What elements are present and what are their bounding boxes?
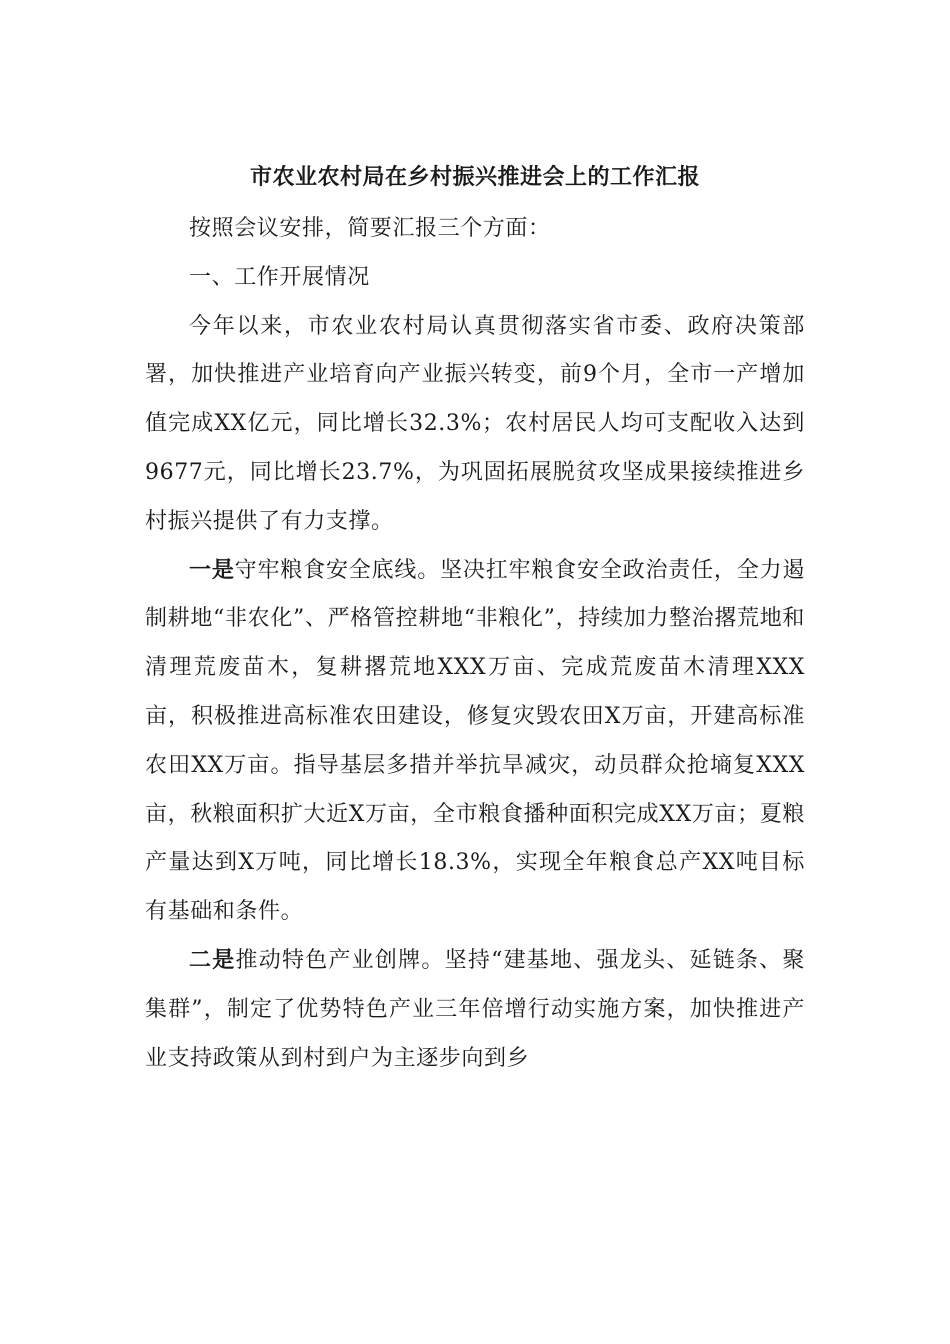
paragraph-lead: 二是 [189, 947, 236, 973]
section-heading-1 [145, 254, 805, 303]
paragraph-lead: 一是 [189, 557, 235, 583]
paragraph-point-1 [145, 547, 805, 937]
paragraph-intro [145, 205, 805, 254]
paragraph-text: 推动特色产业创牌。坚持“建基地、强龙头、延链条、聚集群”，制定了优势特色产业三年倍增行动实施方案，加快推进产业支持政策从到村到户为主逐步向到乡 [145, 947, 806, 1071]
paragraph-text: 今年以来，市农业农村局认真贯彻落实省市委、政府决策部署，加快推进产业培育向产业振兴转变，前9个月，全市一产增加值完成XX亿元，同比增长32.3%；农村居民人均可支配收入达到9677元，同比增长23.7%，为巩固拓展脱贫攻坚成果接续推进乡村振兴提供了有力支撑。 [145, 313, 805, 534]
paragraph-overview [145, 303, 805, 547]
document-title: 市农业农村局在乡村振兴推进会上的工作汇报 [249, 165, 700, 190]
paragraph-point-2 [145, 937, 805, 1083]
paragraph-text: 守牢粮食安全底线。坚决扛牢粮食安全政治责任，全力遏制耕地“非农化”、严格管控耕地“非粮化”，持续加力整治撂荒地和清理荒废苗木，复耕撂荒地XXX万亩、完成荒废苗木清理XXX亩，积极推进高标准农田建设，修复灾毁农田X万亩，开建高标准农田XX万亩。指导基层多措并举抗旱减灾，动员群众抢墒复XXX亩，秋粮面积扩大近X万亩，全市粮食播种面积完成XX万亩；夏粮产量达到X万吨，同比增长18.3%，实现全年粮食总产XX吨目标有基础和条件。 [145, 557, 805, 925]
paragraph-text: 按照会议安排，简要汇报三个方面： [189, 216, 551, 241]
document-body [145, 205, 805, 1083]
paragraph-text: 一、工作开展情况 [189, 264, 370, 290]
